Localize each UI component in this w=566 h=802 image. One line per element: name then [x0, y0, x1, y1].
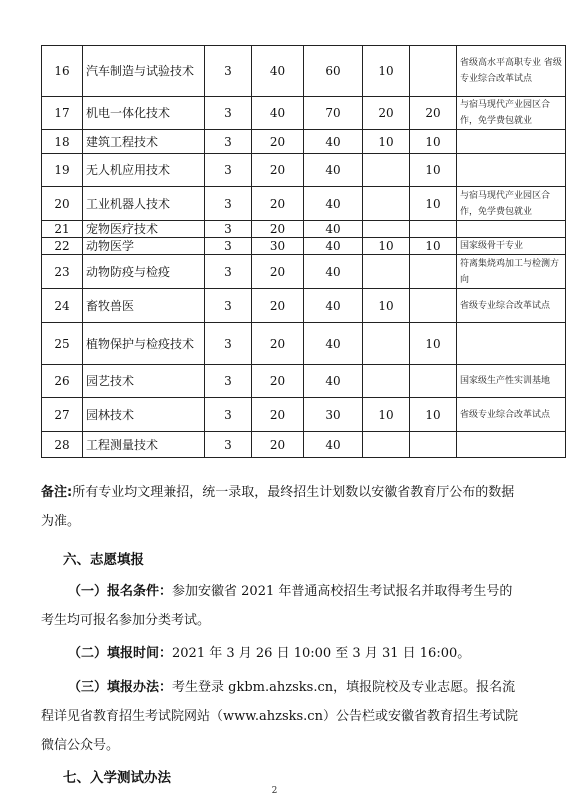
- duration-cell: 3: [205, 46, 252, 97]
- plan-d-cell: 20: [410, 97, 457, 130]
- row-number-cell: 20: [42, 187, 83, 221]
- remark-cell: [457, 154, 566, 187]
- row-number-cell: 18: [42, 130, 83, 154]
- section-heading-7: 七、入学测试办法: [63, 770, 171, 786]
- table-row: [42, 289, 566, 323]
- duration-cell: 3: [205, 187, 252, 221]
- plan-a-cell: 20: [252, 289, 304, 323]
- plan-a-cell: 20: [252, 432, 304, 458]
- plan-a-cell: 20: [252, 365, 304, 398]
- row-number-cell: 27: [42, 398, 83, 432]
- row-number-cell: 28: [42, 432, 83, 458]
- plan-c-cell: [363, 323, 410, 365]
- remark-cell: 与宿马现代产业园区合作，免学费包就业: [457, 187, 566, 221]
- plan-d-cell: 10: [410, 238, 457, 255]
- enrollment-plan-table: [41, 45, 566, 458]
- major-name-cell: 工程测量技术: [83, 432, 205, 458]
- row-number-cell: 19: [42, 154, 83, 187]
- major-name-cell: 园林技术: [83, 398, 205, 432]
- application-time-label: （二）填报时间：: [68, 646, 173, 661]
- application-method-label: （三）填报办法：: [68, 680, 173, 695]
- major-name-cell: 机电一体化技术: [83, 97, 205, 130]
- duration-cell: 3: [205, 255, 252, 289]
- plan-c-cell: 10: [363, 398, 410, 432]
- table-body: [42, 46, 566, 458]
- plan-b-cell: 40: [304, 432, 363, 458]
- major-name-cell: 畜牧兽医: [83, 289, 205, 323]
- plan-a-cell: 20: [252, 187, 304, 221]
- plan-c-cell: [363, 154, 410, 187]
- remark-cell: [457, 221, 566, 238]
- duration-cell: 3: [205, 97, 252, 130]
- table-row: [42, 365, 566, 398]
- application-method-text: 考生登录 gkbm.ahzsks.cn，填报院校及专业志愿。报名流程详见省教育招生考试院网站（www.ahzsks.cn）公告栏或安徽省教育招生考试院微信公众号。: [41, 680, 518, 753]
- section-heading-6: 六、志愿填报: [63, 552, 144, 568]
- plan-b-cell: 30: [304, 398, 363, 432]
- plan-c-cell: 10: [363, 46, 410, 97]
- row-number-cell: 24: [42, 289, 83, 323]
- plan-b-cell: 70: [304, 97, 363, 130]
- remark-cell: 符离集烧鸡加工与检测方向: [457, 255, 566, 289]
- plan-c-cell: [363, 187, 410, 221]
- remark-cell: [457, 323, 566, 365]
- table-row: [42, 130, 566, 154]
- plan-c-cell: 10: [363, 130, 410, 154]
- table-row: [42, 432, 566, 458]
- remark-cell: [457, 130, 566, 154]
- table-row: [42, 255, 566, 289]
- plan-a-cell: 20: [252, 154, 304, 187]
- remark-label: 备注:: [41, 485, 73, 500]
- major-name-cell: 建筑工程技术: [83, 130, 205, 154]
- plan-d-cell: 10: [410, 323, 457, 365]
- plan-b-cell: 40: [304, 154, 363, 187]
- table-row: [42, 154, 566, 187]
- plan-d-cell: [410, 46, 457, 97]
- plan-c-cell: [363, 221, 410, 238]
- row-number-cell: 16: [42, 46, 83, 97]
- plan-a-cell: 40: [252, 46, 304, 97]
- table-row: [42, 221, 566, 238]
- plan-b-cell: 60: [304, 46, 363, 97]
- plan-d-cell: [410, 432, 457, 458]
- remark-cell: 省级专业综合改革试点: [457, 398, 566, 432]
- plan-d-cell: 10: [410, 130, 457, 154]
- plan-d-cell: [410, 365, 457, 398]
- row-number-cell: 23: [42, 255, 83, 289]
- remark-cell: 省级专业综合改革试点: [457, 289, 566, 323]
- remark-cell: 省级高水平高职专业 省级专业综合改革试点: [457, 46, 566, 97]
- duration-cell: 3: [205, 238, 252, 255]
- major-name-cell: 植物保护与检疫技术: [83, 323, 205, 365]
- plan-b-cell: 40: [304, 238, 363, 255]
- major-name-cell: 动物医学: [83, 238, 205, 255]
- plan-c-cell: 10: [363, 238, 410, 255]
- table-row: [42, 46, 566, 97]
- table-row: [42, 97, 566, 130]
- major-name-cell: 宠物医疗技术: [83, 221, 205, 238]
- plan-a-cell: 20: [252, 130, 304, 154]
- major-name-cell: 动物防疫与检疫: [83, 255, 205, 289]
- plan-c-cell: 20: [363, 97, 410, 130]
- row-number-cell: 22: [42, 238, 83, 255]
- plan-b-cell: 40: [304, 187, 363, 221]
- table-row: [42, 187, 566, 221]
- row-number-cell: 25: [42, 323, 83, 365]
- row-number-cell: 26: [42, 365, 83, 398]
- duration-cell: 3: [205, 130, 252, 154]
- plan-c-cell: [363, 432, 410, 458]
- major-name-cell: 园艺技术: [83, 365, 205, 398]
- duration-cell: 3: [205, 398, 252, 432]
- plan-a-cell: 20: [252, 398, 304, 432]
- duration-cell: 3: [205, 432, 252, 458]
- remark-note: [41, 478, 521, 536]
- duration-cell: 3: [205, 154, 252, 187]
- registration-conditions-text: 参加安徽省 2021 年普通高校招生考试报名并取得考生号的考生均可报名参加分类考试。: [41, 584, 513, 628]
- row-number-cell: 17: [42, 97, 83, 130]
- plan-b-cell: 40: [304, 221, 363, 238]
- remark-cell: 与宿马现代产业园区合作，免学费包就业: [457, 97, 566, 130]
- table-row: [42, 398, 566, 432]
- plan-c-cell: 10: [363, 289, 410, 323]
- plan-a-cell: 20: [252, 255, 304, 289]
- duration-cell: 3: [205, 289, 252, 323]
- table-row: [42, 323, 566, 365]
- paragraph-application-method: [41, 673, 521, 760]
- major-name-cell: 无人机应用技术: [83, 154, 205, 187]
- plan-b-cell: 40: [304, 323, 363, 365]
- remark-cell: [457, 432, 566, 458]
- application-time-text: 2021 年 3 月 26 日 10:00 至 3 月 31 日 16:00。: [172, 646, 471, 661]
- plan-d-cell: 10: [410, 154, 457, 187]
- remark-cell: 国家级生产性实训基地: [457, 365, 566, 398]
- plan-d-cell: [410, 255, 457, 289]
- plan-a-cell: 40: [252, 97, 304, 130]
- paragraph-application-time: [41, 639, 521, 668]
- duration-cell: 3: [205, 365, 252, 398]
- remark-cell: 国家级骨干专业: [457, 238, 566, 255]
- duration-cell: 3: [205, 323, 252, 365]
- row-number-cell: 21: [42, 221, 83, 238]
- plan-b-cell: 40: [304, 365, 363, 398]
- plan-d-cell: [410, 289, 457, 323]
- duration-cell: 3: [205, 221, 252, 238]
- registration-conditions-label: （一）报名条件：: [68, 584, 173, 599]
- plan-a-cell: 20: [252, 221, 304, 238]
- plan-c-cell: [363, 255, 410, 289]
- plan-d-cell: [410, 221, 457, 238]
- plan-d-cell: 10: [410, 187, 457, 221]
- paragraph-registration-conditions: [41, 577, 521, 635]
- remark-text: 所有专业均文理兼招，统一录取，最终招生计划数以安徽省教育厅公布的数据为准。: [41, 485, 515, 529]
- major-name-cell: 汽车制造与试验技术: [83, 46, 205, 97]
- plan-a-cell: 30: [252, 238, 304, 255]
- plan-b-cell: 40: [304, 130, 363, 154]
- major-name-cell: 工业机器人技术: [83, 187, 205, 221]
- page-number: 2: [271, 786, 278, 796]
- table-row: [42, 238, 566, 255]
- plan-b-cell: 40: [304, 255, 363, 289]
- plan-b-cell: 40: [304, 289, 363, 323]
- plan-c-cell: [363, 365, 410, 398]
- plan-d-cell: 10: [410, 398, 457, 432]
- plan-a-cell: 20: [252, 323, 304, 365]
